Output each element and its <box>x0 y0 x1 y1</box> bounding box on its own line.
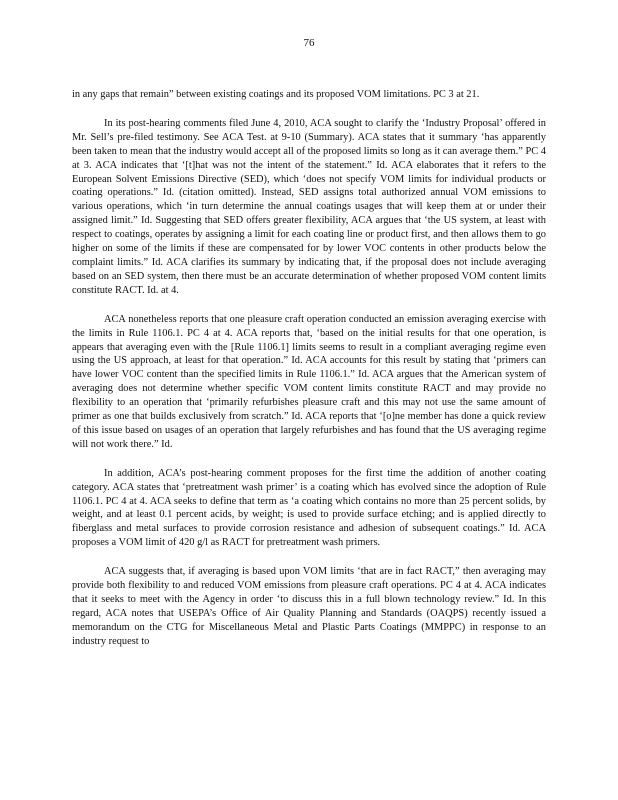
page-number: 76 <box>303 37 315 49</box>
document-body <box>72 88 546 649</box>
paragraph: ACA suggests that, if averaging is based upon VOM limits ‘that are in fact RACT,” then averaging may provide both flexibility to and reduced VOM emissions from pleasure craft operations. PC 4 at 4. ACA indicates that it seeks to meet with the Agency in order ‘to discuss this in a full blown technology review.” Id. In this regard, ACA notes that USEPA’s Office of Air Quality Planning and Standards (OAQPS) recently issued a memorandum on the CTG for Miscellaneous Metal and Plastic Parts Coatings (MMPPC) in response to an industry request to <box>72 566 546 647</box>
paragraph: In addition, ACA’s post-hearing comment proposes for the first time the addition of another coating category. ACA states that ‘pretreatment wash primer’ is a coating which has evolved since the adoption of Rule 1106.1. PC 4 at 4. ACA seeks to define that term as ‘a coating which contains no more than 25 percent solids, by weight, and at least 0.1 percent acids, by weight; is used to provide surface etching; and is applied directly to fiberglass and metal surfaces to provide corrosion resistance and adhesion of subsequent coatings.” Id. ACA proposes a VOM limit of 420 g/l as RACT for pretreatment wash primers. <box>72 467 546 549</box>
paragraph: ACA nonetheless reports that one pleasure craft operation conducted an emission averaging exercise with the limits in Rule 1106.1. PC 4 at 4. ACA reports that, ‘based on the initial results for that one operation, is appears that averaging even with the [Rule 1106.1] limits seems to result in a compliant averaging regime even using the US approach, at least for that operation.” Id. ACA accounts for this result by stating that ‘primers can have lower VOC content than the specified limits in Rule 1106.1.” Id. ACA argues that the American system of averaging does not determine whether specific VOM content limits constitute RACT and may provide no flexibility to an operation that ‘primarily refurbishes pleasure craft and this may not use the same amount of primer as one that builds exclusively from scratch.” Id. ACA reports that ‘[o]ne member has done a quick review of this issue based on usages of an operation that largely refurbishes and has found that the US averaging regime will not work there.” Id. <box>72 313 546 450</box>
paragraph-continuation: in any gaps that remain” between existing coatings and its proposed VOM limitations. PC 3 at 21. <box>72 89 480 100</box>
paragraph: In its post-hearing comments filed June 4, 2010, ACA sought to clarify the ‘Industry Proposal’ offered in Mr. Sell’s pre-filed testimony. See ACA Test. at 9-10 (Summary). ACA states that it summary ‘has apparently been taken to mean that the industry would accept all of the proposed limits so long as it can average them.” PC 4 at 3. ACA indicates that ‘[t]hat was not the intent of the statement.” Id. ACA elaborates that it refers to the European Solvent Emissions Directive (SED), which ‘does not specify VOM limits for individual products or coating operations.” Id. (citation omitted). Instead, SED assigns total authorized annual VOM emissions to various operations, which ‘in turn determine the annual coatings usages that will keep them at or under their assigned limit.” Id. Suggesting that SED offers greater flexibility, ACA argues that ‘the US system, at least with respect to coatings, operates by assigning a limit for each coating line or product first, and then allows them to go higher on some of the limits if these are compensated for by lower VOC contents in other products below the complaint limits.” Id. ACA clarifies its summary by indicating that, if the proposal does not include averaging based on an SED system, then there must be an accurate determination of whether proposed VOM content limits constitute RACT. Id. at 4. <box>72 117 546 296</box>
